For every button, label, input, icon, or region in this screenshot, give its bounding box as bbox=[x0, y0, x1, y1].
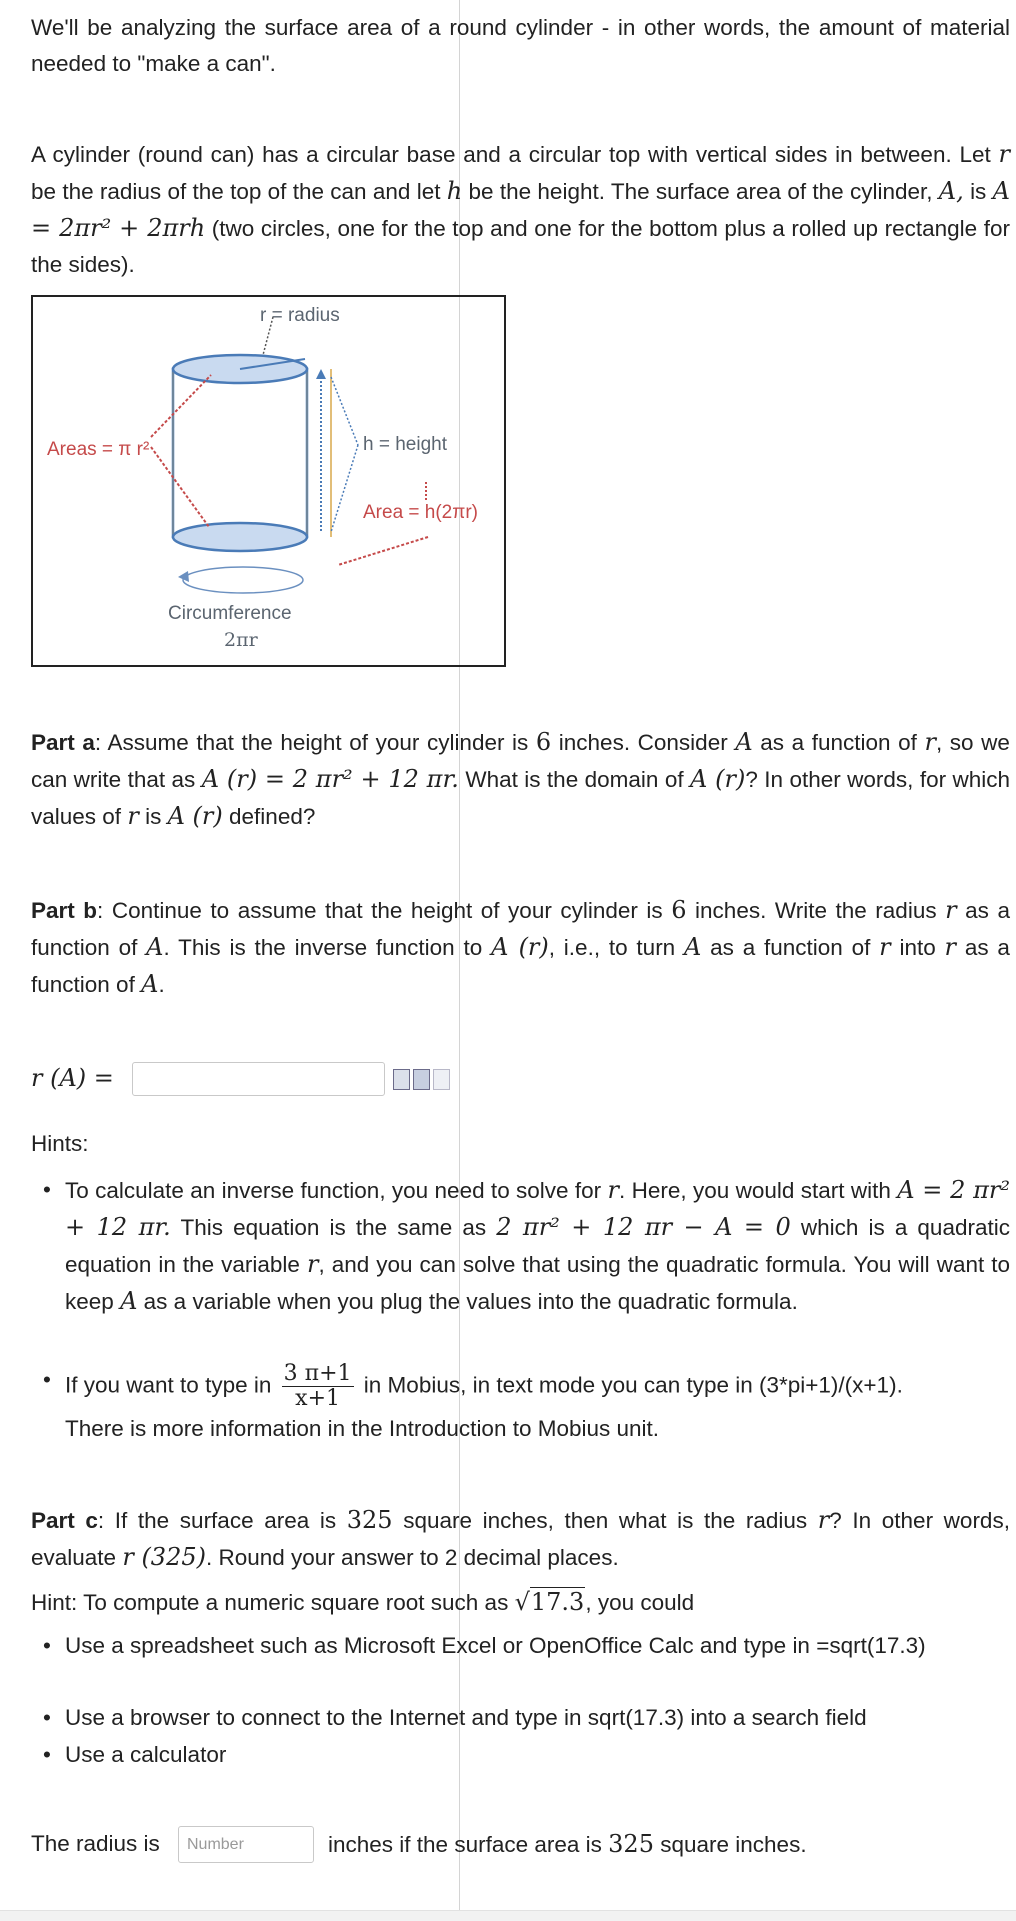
radius-answer-input[interactable]: Number bbox=[178, 1826, 314, 1863]
part-c-hint: Hint: To compute a numeric square root such as √17.3, you could bbox=[31, 1588, 695, 1616]
hint-2: • If you want to type in $\frac{3 \pi+1}{x+1}$ in Mobius, in text mode you can type in (3*pi+1)/(x+1). There is more information in the Introduction to Mobius unit. bbox=[43, 1361, 903, 1441]
question-page bbox=[31, 0, 1010, 1910]
equation-editor-icon[interactable] bbox=[393, 1069, 410, 1090]
sqrt-example: √17.3 bbox=[514, 1588, 585, 1616]
intro-paragraph-1: We'll be analyzing the surface area of a round cylinder - in other words, the amount of material needed to "make a can". bbox=[31, 15, 1010, 76]
hint-c-3: • Use a calculator bbox=[43, 1742, 227, 1767]
hints-title: Hints: bbox=[31, 1131, 89, 1156]
surface-area-formula: A = 2πr² + 2πrh bbox=[31, 177, 1010, 242]
hint-c-2: • Use a browser to connect to the Internet and type in sqrt(17.3) into a search field bbox=[43, 1705, 867, 1730]
fraction-example: $\frac{3 \pi+1}{x+1}$ bbox=[283, 1361, 352, 1411]
part-b: Part b: Continue to assume that the height of your cylinder is 6 inches. Write the radius r as a function of A. This is the inverse function to A (r), i.e., to turn A as a function of r into r as a function of A. bbox=[31, 896, 1010, 998]
part-c-label: Part c bbox=[31, 1508, 98, 1533]
a-of-r-formula: A (r) = 2 πr² + 12 πr. bbox=[201, 765, 459, 793]
hint-1: • To calculate an inverse function, you need to solve for r. Here, you would start with A = 2 πr² + 12 πr. This equation is the same as 2 πr² + 12 πr − A = 0 which is a quadratic equation in the variable r, and you can solve that using the quadratic formula. You will want to keep A as a variable when you plug the values into the quadratic formula. bbox=[43, 1176, 1010, 1315]
intro-paragraph-2: A cylinder (round can) has a circular base and a circular top with vertical sides in between. Let r be the radius of the top of the can and let h be the height. The surface area of the cylinder, A, is A = 2πr² + 2πrh (two circles, one for the top and one for the bottom plus a rolled up rectangle for the sides). bbox=[31, 140, 1010, 277]
r-of-a-answer-input[interactable] bbox=[132, 1062, 385, 1096]
part-b-label: Part b bbox=[31, 898, 98, 923]
bottom-strip bbox=[0, 1910, 1016, 1921]
side-area-label: Area = h(2πr) bbox=[363, 502, 479, 523]
circumference-label: Circumference bbox=[168, 603, 292, 624]
cylinder-diagram bbox=[31, 295, 506, 667]
circumference-value: 2πr bbox=[224, 629, 258, 651]
height-label: h = height bbox=[363, 434, 447, 455]
radius-suffix: inches if the surface area is 325 square inches. bbox=[328, 1830, 807, 1858]
part-a-label: Part a bbox=[31, 730, 95, 755]
preview-icon[interactable] bbox=[413, 1069, 430, 1090]
syntax-help-icon[interactable] bbox=[433, 1069, 450, 1090]
quadratic-equation: 2 πr² + 12 πr − A = 0 bbox=[496, 1213, 791, 1241]
hint-c-1: • Use a spreadsheet such as Microsoft Excel or OpenOffice Calc and type in =sqrt(17.3) bbox=[43, 1633, 926, 1658]
part-c: Part c: If the surface area is 325 square inches, then what is the radius r? In other words, evaluate r (325). Round your answer to 2 decimal places. bbox=[31, 1506, 1010, 1571]
r-of-a-lhs: r (A) = bbox=[31, 1064, 114, 1092]
part-a: Part a: Assume that the height of your cylinder is 6 inches. Consider A as a function of r, so we can write that as A (r) = 2 πr² + 12 πr. What is the domain of A (r)? In other words, for which values of r is A (r) defined? bbox=[31, 728, 1011, 830]
radius-label: r = radius bbox=[260, 305, 340, 326]
areas-label: Areas = π r² bbox=[47, 439, 150, 460]
radius-prefix: The radius is bbox=[31, 1831, 160, 1856]
